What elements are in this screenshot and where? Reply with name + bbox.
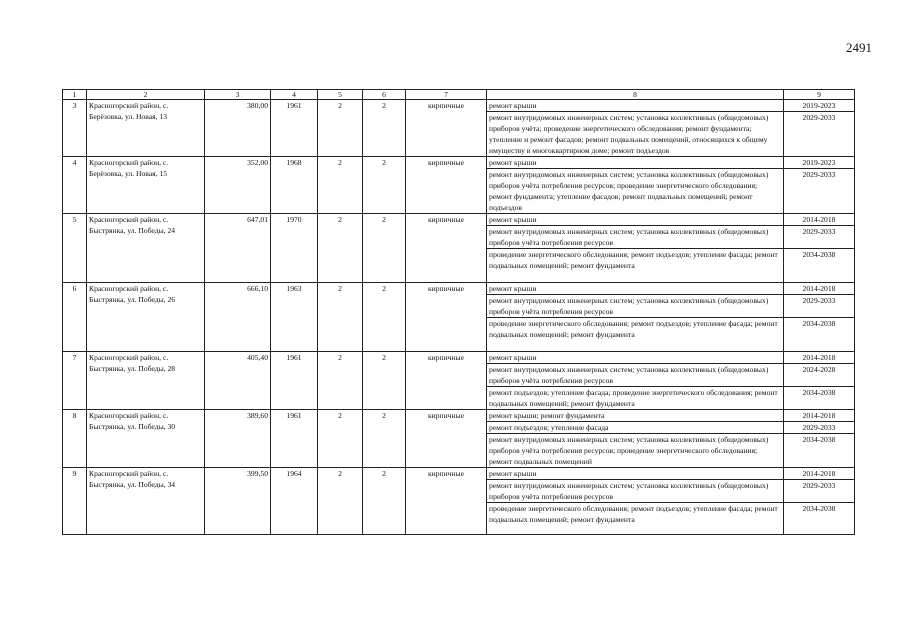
building-row	[63, 283, 855, 295]
column-6-value: 2	[363, 410, 406, 468]
column-6-value: 2	[363, 214, 406, 283]
building-area: 399,50	[205, 468, 271, 535]
building-address: Красногорский район, с. Быстрянка, ул. Победы, 24	[87, 214, 205, 283]
work-description: ремонт внутридомовых инженерных систем; установка коллективных (общедомовых) приборов учёта потребления ресурсов; проведение энергетического обследования; ремонт подвальных помещений	[487, 434, 784, 468]
column-number: 2	[87, 90, 205, 100]
wall-material: кирпичные	[406, 157, 487, 214]
column-6-value: 2	[363, 283, 406, 352]
column-number: 4	[271, 90, 318, 100]
work-description: ремонт внутридомовых инженерных систем; установка коллективных (общедомовых) приборов учёта потребления ресурсов	[487, 480, 784, 503]
work-description: проведение энергетического обследования; ремонт подъездов; утепление фасада; ремонт подвальных помещений; ремонт фундамента	[487, 503, 784, 535]
column-number: 1	[63, 90, 87, 100]
column-5-value: 2	[318, 410, 363, 468]
column-5-value: 2	[318, 157, 363, 214]
construction-year: 1963	[271, 283, 318, 352]
work-description: проведение энергетического обследования; ремонт подъездов; утепление фасада; ремонт подвальных помещений; ремонт фундамента	[487, 318, 784, 352]
building-row	[63, 410, 855, 422]
column-6-value: 2	[363, 352, 406, 410]
work-period: 2014-2018	[784, 352, 855, 364]
work-description: ремонт крыши	[487, 157, 784, 169]
work-period: 2014-2018	[784, 410, 855, 422]
work-period: 2029-2033	[784, 480, 855, 503]
building-area: 389,60	[205, 410, 271, 468]
building-area: 647,01	[205, 214, 271, 283]
construction-year: 1968	[271, 157, 318, 214]
work-period: 2034-2038	[784, 434, 855, 468]
column-5-value: 2	[318, 468, 363, 535]
building-area: 380,00	[205, 100, 271, 157]
building-area: 666,10	[205, 283, 271, 352]
column-number: 9	[784, 90, 855, 100]
column-number: 3	[205, 90, 271, 100]
building-row	[63, 468, 855, 480]
row-number: 5	[63, 214, 87, 283]
building-area: 405,40	[205, 352, 271, 410]
construction-year: 1964	[271, 468, 318, 535]
construction-year: 1970	[271, 214, 318, 283]
work-description: ремонт внутридомовых инженерных систем; установка коллективных (общедомовых) приборов учёта потребления ресурсов	[487, 295, 784, 318]
row-number: 8	[63, 410, 87, 468]
work-description: ремонт крыши	[487, 214, 784, 226]
work-description: ремонт крыши	[487, 100, 784, 112]
work-description: ремонт крыши	[487, 352, 784, 364]
column-number: 6	[363, 90, 406, 100]
wall-material: кирпичные	[406, 283, 487, 352]
building-address: Красногорский район, с. Берёзовка, ул. Новая, 13	[87, 100, 205, 157]
building-row	[63, 214, 855, 226]
work-description: ремонт внутридомовых инженерных систем; установка коллективных (общедомовых) приборов учёта; проведение энергетического обследования; ремонт фундамента; утепление и ремонт фасадов; ремонт подвальных помещений, относящихся к общему имуществу в многоквартирном доме; ремонт подъездов	[487, 112, 784, 157]
row-number: 3	[63, 100, 87, 157]
repair-schedule-table	[62, 89, 855, 535]
work-period: 2014-2018	[784, 283, 855, 295]
row-number: 7	[63, 352, 87, 410]
row-number: 4	[63, 157, 87, 214]
building-address: Красногорский район, с. Быстрянка, ул. Победы, 30	[87, 410, 205, 468]
column-6-value: 2	[363, 100, 406, 157]
column-5-value: 2	[318, 100, 363, 157]
work-period: 2029-2033	[784, 226, 855, 249]
work-period: 2034-2038	[784, 387, 855, 410]
column-number-row	[63, 90, 855, 100]
work-period: 2014-2018	[784, 214, 855, 226]
work-period: 2029-2033	[784, 112, 855, 157]
work-period: 2029-2033	[784, 422, 855, 434]
work-description: ремонт внутридомовых инженерных систем; установка коллективных (общедомовых) приборов учёта потребления ресурсов; проведение энергетического обследования; ремонт фундамента; утепление фасадов; ремонт подвальных помещений; ремонт подъездов	[487, 169, 784, 214]
column-number: 5	[318, 90, 363, 100]
work-description: ремонт подъездов; утепление фасада; проведение энергетического обследования; ремонт подвальных помещений; ремонт фундамента	[487, 387, 784, 410]
work-description: ремонт внутридомовых инженерных систем; установка коллективных (общедомовых) приборов учёта потребления ресурсов	[487, 226, 784, 249]
column-5-value: 2	[318, 283, 363, 352]
wall-material: кирпичные	[406, 352, 487, 410]
construction-year: 1961	[271, 410, 318, 468]
building-address: Красногорский район, с. Быстрянка, ул. Победы, 34	[87, 468, 205, 535]
work-period: 2024-2028	[784, 364, 855, 387]
work-description: ремонт подъездов; утепление фасада	[487, 422, 784, 434]
wall-material: кирпичные	[406, 468, 487, 535]
column-5-value: 2	[318, 352, 363, 410]
work-period: 2014-2018	[784, 468, 855, 480]
work-period: 2019-2023	[784, 100, 855, 112]
building-address: Красногорский район, с. Быстрянка, ул. Победы, 26	[87, 283, 205, 352]
building-address: Красногорский район, с. Берёзовка, ул. Новая, 15	[87, 157, 205, 214]
building-address: Красногорский район, с. Быстрянка, ул. Победы, 28	[87, 352, 205, 410]
column-5-value: 2	[318, 214, 363, 283]
work-period: 2029-2033	[784, 295, 855, 318]
work-period: 2034-2038	[784, 503, 855, 535]
building-row	[63, 100, 855, 112]
work-period: 2034-2038	[784, 249, 855, 283]
column-number: 7	[406, 90, 487, 100]
building-row	[63, 157, 855, 169]
work-description: ремонт крыши	[487, 283, 784, 295]
work-description: ремонт крыши; ремонт фундамента	[487, 410, 784, 422]
row-number: 6	[63, 283, 87, 352]
work-period: 2029-2033	[784, 169, 855, 214]
building-area: 352,00	[205, 157, 271, 214]
column-number: 8	[487, 90, 784, 100]
construction-year: 1961	[271, 100, 318, 157]
work-description: проведение энергетического обследования; ремонт подъездов; утепление фасада; ремонт подвальных помещений; ремонт фундамента	[487, 249, 784, 283]
work-period: 2034-2038	[784, 318, 855, 352]
column-6-value: 2	[363, 468, 406, 535]
work-period: 2019-2023	[784, 157, 855, 169]
construction-year: 1961	[271, 352, 318, 410]
work-description: ремонт внутридомовых инженерных систем; установка коллективных (общедомовых) приборов учёта потребления ресурсов	[487, 364, 784, 387]
building-row	[63, 352, 855, 364]
wall-material: кирпичные	[406, 214, 487, 283]
row-number: 9	[63, 468, 87, 535]
wall-material: кирпичные	[406, 410, 487, 468]
wall-material: кирпичные	[406, 100, 487, 157]
page-number: 2491	[846, 40, 872, 55]
column-6-value: 2	[363, 157, 406, 214]
work-description: ремонт крыши	[487, 468, 784, 480]
